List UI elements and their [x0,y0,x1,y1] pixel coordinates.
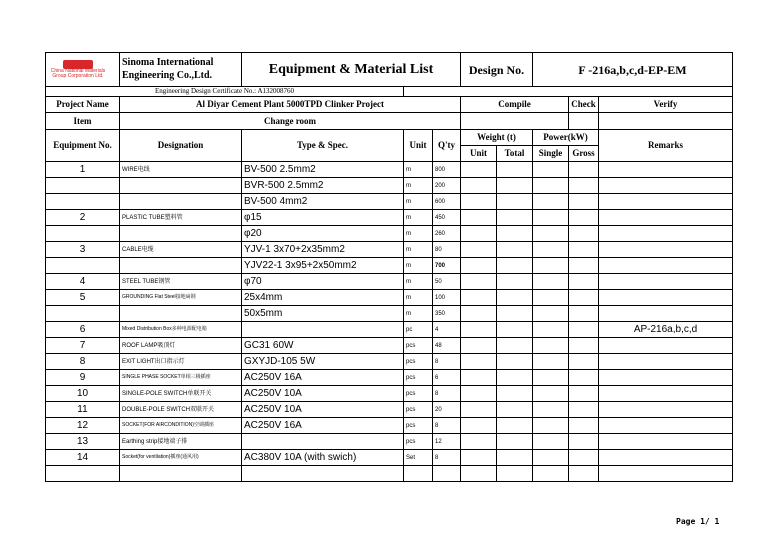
type-spec-cell [242,466,404,482]
design-no-label: Design No. [461,53,533,87]
power-single-cell [533,450,569,466]
company-name: Sinoma International Engineering Co.,Ltd. [120,53,242,87]
power-single-cell [533,258,569,274]
remarks-cell [599,386,733,402]
table-row [46,258,733,274]
type-spec-cell: φ70 [242,274,404,290]
col-type-spec: Type & Spec. [242,130,404,162]
remarks-cell [599,162,733,178]
designation-cell: WIRE电线 [120,162,242,178]
qty-cell: 350 [433,306,461,322]
type-spec-cell: BVR-500 2.5mm2 [242,178,404,194]
weight-total-cell [497,242,533,258]
weight-total-cell [497,450,533,466]
remarks-cell [599,418,733,434]
power-single-cell [533,466,569,482]
col-weight-unit: Unit [461,146,497,162]
power-single-cell [533,402,569,418]
designation-cell: Earthing strip接地端子排 [120,434,242,450]
qty-cell: 12 [433,434,461,450]
power-gross-cell [569,274,599,290]
power-gross-cell [569,194,599,210]
designation-cell: SINGLE PHASE SOCKET单相三极插座 [120,370,242,386]
table-row [46,242,733,258]
qty-cell: 50 [433,274,461,290]
col-power-gross: Gross [569,146,599,162]
qty-cell: 8 [433,418,461,434]
weight-total-cell [497,354,533,370]
power-gross-cell [569,242,599,258]
weight-unit-cell [461,370,497,386]
table-row [46,386,733,402]
weight-total-cell [497,210,533,226]
unit-cell: pcs [404,418,433,434]
power-gross-cell [569,306,599,322]
unit-cell: m [404,274,433,290]
designation-cell: SINGLE-POLE SWITCH单联开关 [120,386,242,402]
equipment-no-cell [46,466,120,482]
weight-unit-cell [461,338,497,354]
equipment-no-cell: 13 [46,434,120,450]
equipment-no-cell: 14 [46,450,120,466]
table-row [46,290,733,306]
unit-cell: m [404,242,433,258]
designation-cell [120,466,242,482]
power-single-cell [533,434,569,450]
verify-label: Verify [599,97,733,113]
qty-cell: 800 [433,162,461,178]
check-label: Check [569,97,599,113]
designation-cell: EXIT LIGHT出口指示灯 [120,354,242,370]
designation-cell: SOCKET(FOR AIRCONDITION)空调插座 [120,418,242,434]
designation-cell [120,258,242,274]
power-gross-cell [569,370,599,386]
type-spec-cell: YJV22-1 3x95+2x50mm2 [242,258,404,274]
weight-total-cell [497,178,533,194]
remarks-cell [599,274,733,290]
type-spec-cell: AC250V 16A [242,370,404,386]
type-spec-cell [242,434,404,450]
equipment-material-table [45,52,733,482]
table-row [46,322,733,338]
type-spec-cell: BV-500 2.5mm2 [242,162,404,178]
power-single-cell [533,370,569,386]
designation-cell [120,194,242,210]
table-row [46,418,733,434]
weight-total-cell [497,226,533,242]
equipment-no-cell [46,258,120,274]
weight-unit-cell [461,386,497,402]
table-row [46,354,733,370]
equipment-no-cell: 1 [46,162,120,178]
unit-cell: Set [404,450,433,466]
type-spec-cell: φ15 [242,210,404,226]
col-qty: Q'ty [433,130,461,162]
power-gross-cell [569,450,599,466]
col-power: Power(kW) [533,130,599,146]
power-single-cell [533,306,569,322]
power-single-cell [533,162,569,178]
col-power-single: Single [533,146,569,162]
designation-cell: GROUNDING Flat Steel接地扁钢 [120,290,242,306]
power-single-cell [533,178,569,194]
weight-total-cell [497,162,533,178]
weight-total-cell [497,370,533,386]
power-single-cell [533,274,569,290]
power-gross-cell [569,322,599,338]
remarks-cell [599,338,733,354]
weight-total-cell [497,434,533,450]
weight-unit-cell [461,162,497,178]
qty-cell: 4 [433,322,461,338]
col-remarks: Remarks [599,130,733,162]
designation-cell [120,226,242,242]
remarks-cell [599,210,733,226]
col-weight: Weight (t) [461,130,533,146]
designation-cell: Mixed Distribution Box多种电源配电箱 [120,322,242,338]
weight-unit-cell [461,434,497,450]
qty-cell: 450 [433,210,461,226]
item-value: Change room [120,113,461,130]
designation-cell: PLASTIC TUBE塑料管 [120,210,242,226]
equipment-no-cell [46,178,120,194]
weight-total-cell [497,402,533,418]
unit-cell: pcs [404,386,433,402]
project-name-label: Project Name [46,97,120,113]
qty-cell: 260 [433,226,461,242]
equipment-no-cell: 6 [46,322,120,338]
equipment-no-cell [46,194,120,210]
equipment-no-cell: 4 [46,274,120,290]
weight-unit-cell [461,274,497,290]
power-single-cell [533,418,569,434]
power-single-cell [533,354,569,370]
qty-cell: 100 [433,290,461,306]
type-spec-cell [242,322,404,338]
weight-total-cell [497,386,533,402]
qty-cell: 8 [433,386,461,402]
power-single-cell [533,226,569,242]
qty-cell: 80 [433,242,461,258]
equipment-no-cell: 5 [46,290,120,306]
type-spec-cell: GXYJD-105 5W [242,354,404,370]
power-single-cell [533,194,569,210]
remarks-cell [599,178,733,194]
table-row [46,370,733,386]
power-gross-cell [569,338,599,354]
remarks-cell [599,434,733,450]
power-single-cell [533,290,569,306]
power-gross-cell [569,466,599,482]
designation-cell: ROOF LAMP吸顶灯 [120,338,242,354]
remarks-cell [599,226,733,242]
unit-cell [404,466,433,482]
unit-cell: pcs [404,338,433,354]
remarks-cell [599,354,733,370]
weight-total-cell [497,306,533,322]
unit-cell: pc [404,322,433,338]
qty-cell: 8 [433,354,461,370]
power-gross-cell [569,210,599,226]
designation-cell: DOUBLE-POLE SWITCH双联开关 [120,402,242,418]
table-row [46,194,733,210]
unit-cell: pcs [404,434,433,450]
remarks-cell [599,450,733,466]
remarks-cell [599,258,733,274]
type-spec-cell: AC250V 10A [242,386,404,402]
table-row [46,450,733,466]
power-gross-cell [569,418,599,434]
weight-unit-cell [461,466,497,482]
power-single-cell [533,322,569,338]
equipment-no-cell: 2 [46,210,120,226]
unit-cell: m [404,306,433,322]
weight-unit-cell [461,226,497,242]
page-number: Page 1/ 1 [676,517,720,526]
remarks-cell [599,290,733,306]
equipment-no-cell [46,306,120,322]
type-spec-cell: AC380V 10A (with swich) [242,450,404,466]
weight-unit-cell [461,194,497,210]
weight-unit-cell [461,402,497,418]
weight-total-cell [497,258,533,274]
weight-total-cell [497,466,533,482]
power-gross-cell [569,402,599,418]
equipment-no-cell: 8 [46,354,120,370]
unit-cell: m [404,226,433,242]
type-spec-cell: BV-500 4mm2 [242,194,404,210]
remarks-cell [599,306,733,322]
equipment-no-cell: 7 [46,338,120,354]
document-title: Equipment & Material List [242,53,461,87]
type-spec-cell: GC31 60W [242,338,404,354]
weight-total-cell [497,338,533,354]
equipment-no-cell: 10 [46,386,120,402]
unit-cell: m [404,162,433,178]
table-row [46,210,733,226]
table-row [46,178,733,194]
unit-cell: m [404,258,433,274]
table-row [46,274,733,290]
weight-unit-cell [461,418,497,434]
table-row [46,162,733,178]
weight-unit-cell [461,290,497,306]
type-spec-cell: AC250V 10A [242,402,404,418]
table-row [46,338,733,354]
equipment-no-cell: 12 [46,418,120,434]
equipment-no-cell [46,226,120,242]
weight-unit-cell [461,354,497,370]
table-row [46,434,733,450]
unit-cell: m [404,194,433,210]
designation-cell [120,306,242,322]
table-row [46,306,733,322]
power-gross-cell [569,434,599,450]
remarks-cell [599,466,733,482]
qty-cell [433,466,461,482]
power-gross-cell [569,162,599,178]
weight-total-cell [497,274,533,290]
qty-cell: 200 [433,178,461,194]
project-name: Al Diyar Cement Plant 5000TPD Clinker Project [120,97,461,113]
remarks-cell [599,402,733,418]
unit-cell: pcs [404,370,433,386]
type-spec-cell: φ20 [242,226,404,242]
weight-unit-cell [461,450,497,466]
weight-unit-cell [461,210,497,226]
type-spec-cell: 50x5mm [242,306,404,322]
power-single-cell [533,386,569,402]
type-spec-cell: 25x4mm [242,290,404,306]
certificate-no: Engineering Design Certificate No.: A132008760 [46,87,404,97]
power-gross-cell [569,386,599,402]
equipment-no-cell: 11 [46,402,120,418]
weight-unit-cell [461,322,497,338]
table-row [46,402,733,418]
unit-cell: pcs [404,354,433,370]
col-weight-total: Total [497,146,533,162]
design-no: F -216a,b,c,d-EP-EM [533,53,733,87]
unit-cell: m [404,210,433,226]
qty-cell: 6 [433,370,461,386]
item-label: Item [46,113,120,130]
weight-total-cell [497,418,533,434]
qty-cell: 20 [433,402,461,418]
type-spec-cell: YJV-1 3x70+2x35mm2 [242,242,404,258]
logo: China National Materials Group Corporation Ltd. [46,53,120,87]
col-equipment-no: Equipment No. [46,130,120,162]
weight-total-cell [497,290,533,306]
power-gross-cell [569,226,599,242]
power-single-cell [533,338,569,354]
weight-unit-cell [461,258,497,274]
designation-cell: STEEL TUBE钢管 [120,274,242,290]
weight-total-cell [497,194,533,210]
weight-unit-cell [461,178,497,194]
weight-total-cell [497,322,533,338]
col-designation: Designation [120,130,242,162]
table-row [46,466,733,482]
designation-cell: CABLE电缆 [120,242,242,258]
table-row [46,226,733,242]
unit-cell: m [404,290,433,306]
equipment-no-cell: 3 [46,242,120,258]
remarks-cell: AP-216a,b,c,d [599,322,733,338]
weight-unit-cell [461,242,497,258]
power-single-cell [533,210,569,226]
type-spec-cell: AC250V 16A [242,418,404,434]
qty-cell: 48 [433,338,461,354]
remarks-cell [599,242,733,258]
power-single-cell [533,242,569,258]
power-gross-cell [569,290,599,306]
weight-unit-cell [461,306,497,322]
col-unit: Unit [404,130,433,162]
qty-cell: 600 [433,194,461,210]
equipment-no-cell: 9 [46,370,120,386]
power-gross-cell [569,354,599,370]
designation-cell: Socket(for ventilation)插座(通风用) [120,450,242,466]
qty-cell: 700 [433,258,461,274]
power-gross-cell [569,258,599,274]
compile-label: Compile [461,97,569,113]
qty-cell: 8 [433,450,461,466]
designation-cell [120,178,242,194]
remarks-cell [599,194,733,210]
unit-cell: m [404,178,433,194]
remarks-cell [599,370,733,386]
power-gross-cell [569,178,599,194]
unit-cell: pcs [404,402,433,418]
